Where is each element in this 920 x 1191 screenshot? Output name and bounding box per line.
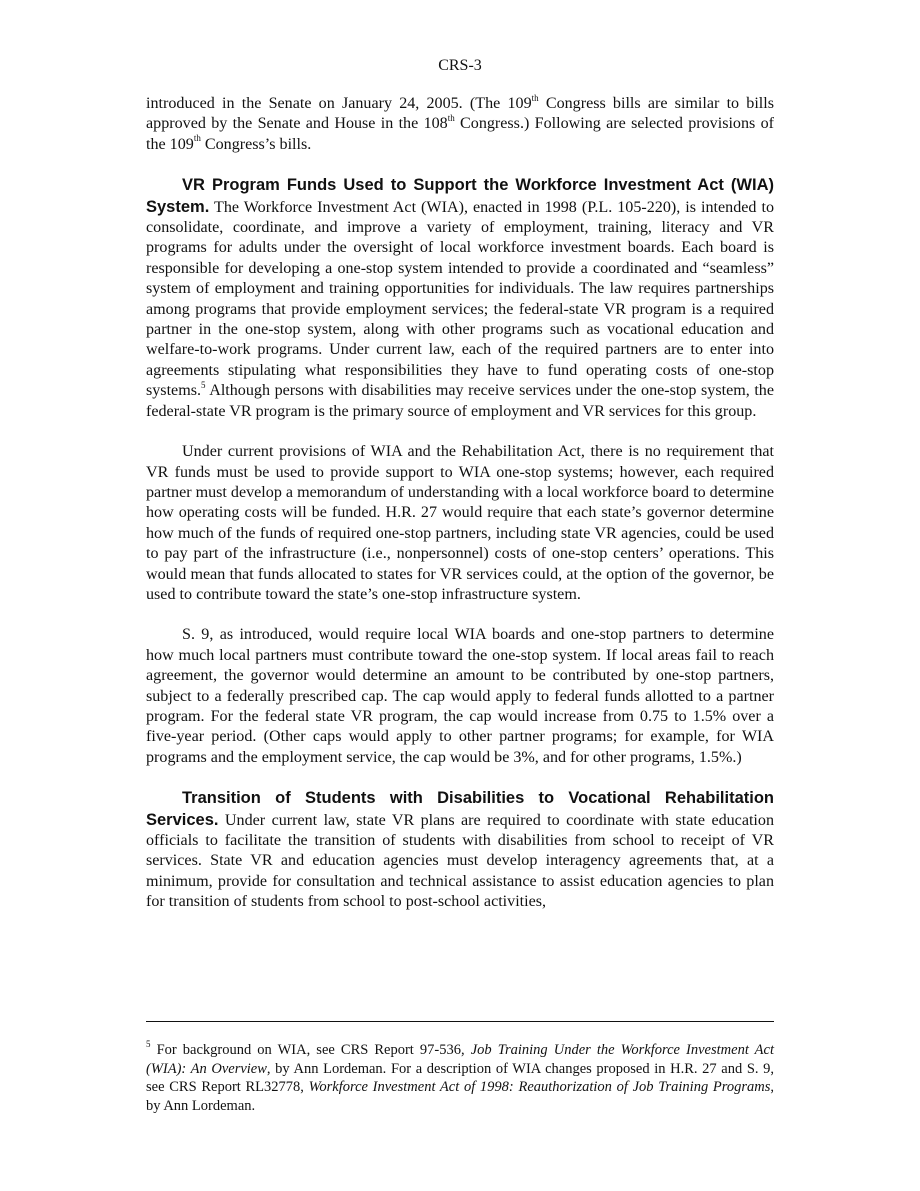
ordinal-superscript: th	[193, 133, 201, 144]
paragraph-s9-introduced: S. 9, as introduced, would require local WIA boards and one-stop partners to determine how much local partners must contribute toward the one-stop system. If local areas fail to reach agreement, the governor would determine an amount to be contributed by one-stop partners, subject to a federally prescribed cap. The cap would apply to federal funds allotted to a partner program. For the federal state VR program, the cap would increase from 0.75 to 1.5% over a five-year period. (Other caps would apply to other partner programs; for example, for WIA programs and the employment service, the cap would be 3%, and for other programs, 1.5%.)	[146, 626, 774, 766]
paragraph-current-provisions: Under current provisions of WIA and the Rehabilitation Act, there is no requirement that VR funds must be used to provide support to WIA one-stop systems; however, each required partner must develop a memorandum of understanding with a local workforce board to determine how operating costs will be funded. H.R. 27 would require that each state’s governor determine how much of the funds of required one-stop partners, including state VR agencies, could be used to pay part of the infrastructure (i.e., nonpersonnel) costs of one-stop centers’ operations. This would mean that funds allocated to states for VR services could, at the option of the governor, be used to contribute toward the state’s one-stop infrastructure system.	[146, 443, 774, 603]
text-run: Congress.) Following are selected provisions of the 109	[146, 115, 775, 153]
ordinal-superscript: th	[531, 92, 539, 103]
paragraph-vr-funds-wia	[146, 175, 774, 422]
page-number-label: CRS-3	[438, 57, 482, 74]
text-run: , by Ann Lordeman.	[146, 1079, 774, 1114]
text-run: Congress bills are similar to bills approved by the Senate and House in the 108	[146, 95, 775, 133]
section-heading-vr-funds: VR Program Funds Used to Support the Workforce Investment Act (WIA) System.	[146, 176, 774, 216]
text-run: , by Ann Lordeman. For a description of WIA changes proposed in H.R. 27 and S. 9, see CRS Report RL32778,	[146, 1060, 775, 1095]
text-run: Congress’s bills.	[200, 135, 312, 153]
footnote-mark: 5	[146, 1039, 151, 1050]
ordinal-superscript: th	[447, 113, 455, 124]
footnote-5	[146, 1041, 774, 1115]
text-run: Under current law, state VR plans are required to coordinate with state education officials to facilitate the transition of students with disabilities from school to receipt of VR services. State VR and education agencies must develop interagency agreements that, at a minimum, provide for consultation and technical assistance to assist education agencies to plan for transition of students from school to post-school activities,	[146, 811, 774, 911]
text-run: Although persons with disabilities may receive services under the one-stop system, the federal-state VR program is the primary source of employment and VR services for this group.	[146, 382, 774, 420]
paragraph-transition-students	[146, 788, 774, 912]
page-header	[0, 57, 920, 75]
footnote-divider	[146, 1021, 774, 1022]
footnote-reference: 5	[201, 379, 206, 390]
report-title-italic: Workforce Investment Act of 1998: Reauthorization of Job Training Programs	[308, 1079, 771, 1095]
text-run: introduced in the Senate on January 24, 2005. (The 109	[146, 95, 532, 112]
text-run: The Workforce Investment Act (WIA), enacted in 1998 (P.L. 105-220), is intended to consolidate, coordinate, and improve a variety of employment, training, literacy and VR programs for adults under the oversight of local workforce investment boards. Each board is responsible for developing a one-stop system intended to provide a coordinated and “seamless” system of employment and training opportunities for individuals. The law requires partnerships among programs that provide employment services; the federal-state VR program is a required partner in the one-stop system, along with other programs such as vocational education and welfare-to-work programs. Under current law, each of the required partners are to enter into agreements stipulating what responsibilities they have to fund operating costs of one-stop systems.	[146, 198, 774, 400]
text-run: For background on WIA, see CRS Report 97-536,	[150, 1042, 471, 1058]
report-title-italic: Job Training Under the Workforce Investment Act (WIA): An Overview	[146, 1042, 774, 1077]
paragraph-continuation	[146, 94, 774, 155]
document-body	[146, 94, 774, 933]
section-heading-transition: Transition of Students with Disabilities to Vocational Rehabilitation Services.	[146, 789, 774, 829]
